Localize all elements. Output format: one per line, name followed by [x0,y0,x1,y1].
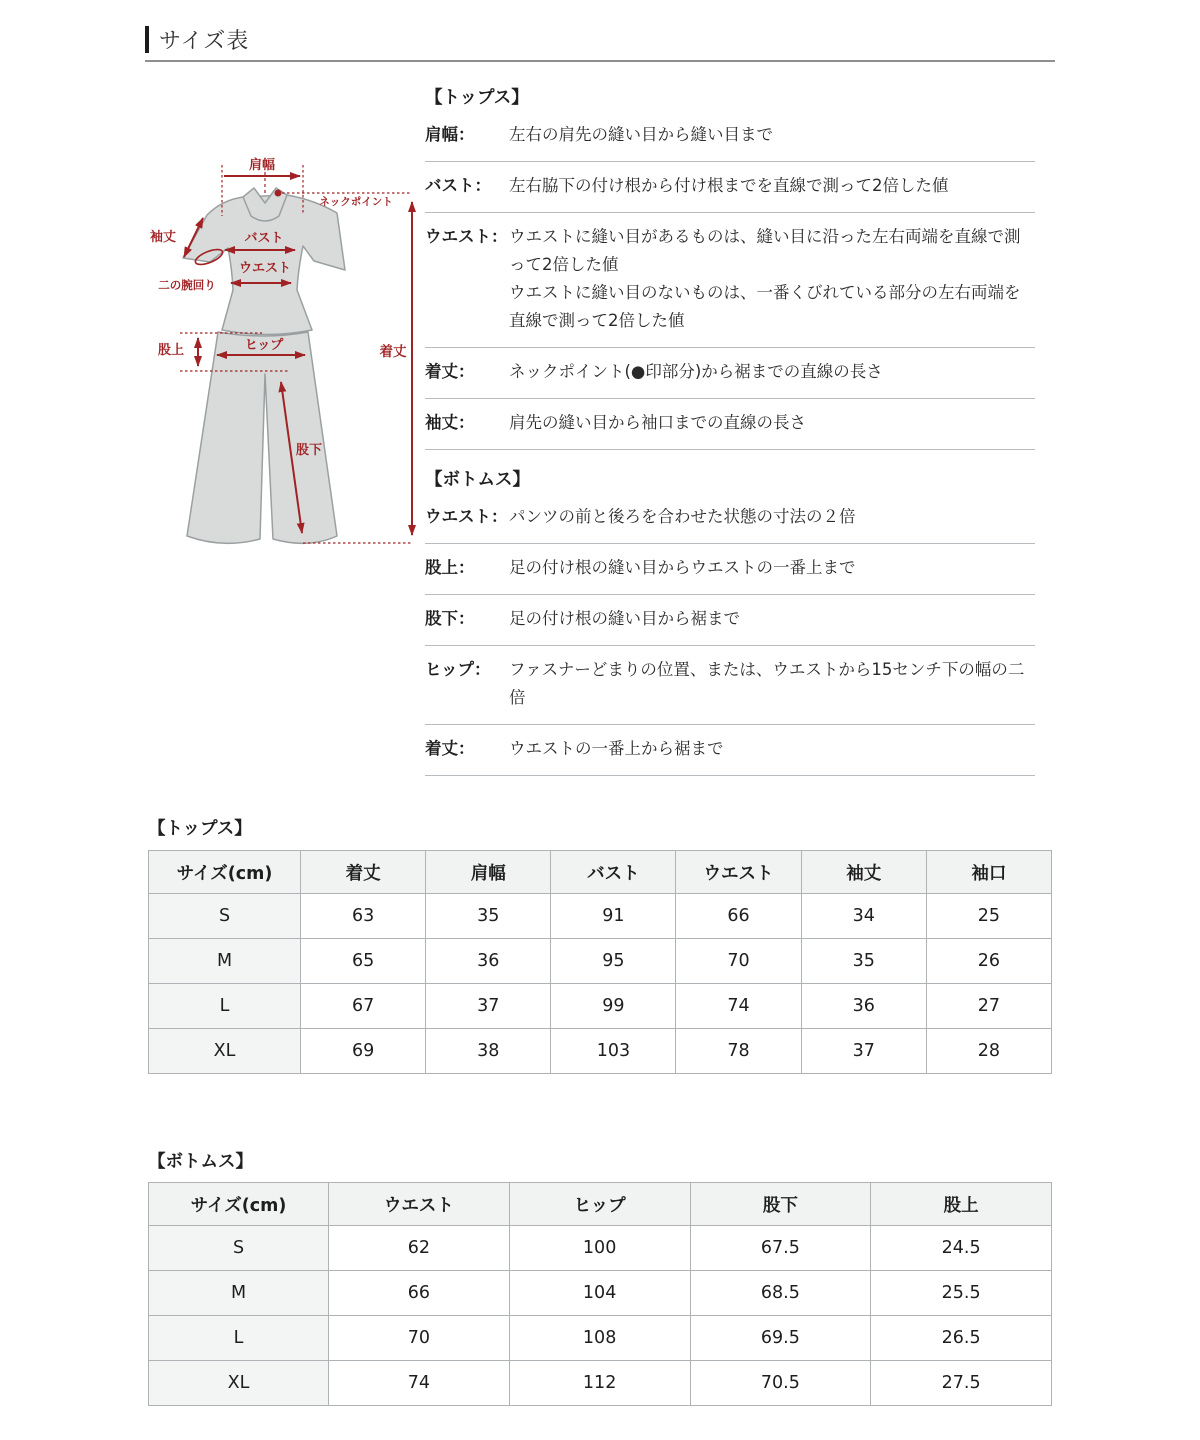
value-cell: 63 [301,894,426,939]
value-cell: 66 [329,1271,510,1316]
guide-row-b-length [425,725,1035,776]
measurement-diagram [140,140,440,610]
guide-row-b-waist [425,493,1035,544]
table-row [149,1271,1052,1316]
guide-label: 袖丈： [425,413,475,432]
value-cell: 74 [329,1361,510,1406]
value-cell: 36 [426,939,551,984]
table-row [149,939,1052,984]
value-cell: 74 [676,984,801,1029]
page-title [145,24,249,55]
pants-shape [187,332,337,543]
table-row [149,894,1052,939]
value-cell: 25 [926,894,1051,939]
value-cell: 25.5 [871,1271,1052,1316]
column-header: サイズ(cm) [149,851,301,894]
table-row [149,984,1052,1029]
column-header: バスト [551,851,676,894]
title-divider [145,60,1055,62]
label-waist: ウエスト [238,261,292,276]
value-cell: 65 [301,939,426,984]
guide-label: ウエスト： [425,507,508,526]
guide-label: ウエスト： [425,227,508,246]
column-header: 肩幅 [426,851,551,894]
label-neck-point: ネックポイント [319,196,393,208]
size-cell: L [149,1316,329,1361]
column-header: サイズ(cm) [149,1183,329,1226]
guide-tops-heading: 【トップス】 [425,88,529,108]
value-cell: 35 [426,894,551,939]
value-cell: 24.5 [871,1226,1052,1271]
value-cell: 37 [801,1029,926,1074]
label-shoulder-width: 肩幅 [248,158,276,173]
value-cell: 67.5 [690,1226,871,1271]
tops-size-table [148,850,1052,1074]
label-hip: ヒップ [244,338,284,353]
table-row [149,1316,1052,1361]
value-cell: 95 [551,939,676,984]
value-cell: 38 [426,1029,551,1074]
guide-bottoms-heading: 【ボトムス】 [425,470,530,490]
guide-row-b-rise [425,544,1035,595]
guide-row-waist [425,213,1035,348]
guide-row-shoulder [425,111,1035,162]
value-cell: 28 [926,1029,1051,1074]
column-header: 着丈 [301,851,426,894]
label-inseam: 股下 [295,443,323,458]
column-header: ウエスト [676,851,801,894]
guide-desc: パンツの前と後ろを合わせた状態の寸法の２倍 [509,507,856,526]
value-cell: 26.5 [871,1316,1052,1361]
table-row [149,1029,1052,1074]
table-row [149,1226,1052,1271]
size-cell: XL [149,1361,329,1406]
label-body-length: 着丈 [379,344,407,360]
size-cell: L [149,984,301,1029]
guide-label: バスト： [425,176,491,195]
value-cell: 26 [926,939,1051,984]
size-cell: M [149,939,301,984]
column-header: ウエスト [329,1183,510,1226]
column-header: 股下 [690,1183,871,1226]
guide-row-bust [425,162,1035,213]
guide-desc: 足の付け根の縫い目から裾まで [509,609,740,628]
value-cell: 91 [551,894,676,939]
column-header: 袖口 [926,851,1051,894]
tops-header-row [149,851,1052,894]
value-cell: 104 [509,1271,690,1316]
guide-label: 股下： [425,609,475,628]
guide-desc: ウエストに縫い目があるものは、縫い目に沿った左右両端を直線で測って2倍した値 [509,227,1021,274]
bottoms-table-heading: 【ボトムス】 [148,1152,253,1172]
guide-label: 肩幅： [425,125,475,144]
guide-desc: 左右脇下の付け根から付け根までを直線で測って2倍した値 [509,176,949,195]
guide-desc: 足の付け根の縫い目からウエストの一番上まで [509,558,856,577]
value-cell: 103 [551,1029,676,1074]
guide-label: 着丈： [425,362,475,381]
value-cell: 112 [509,1361,690,1406]
guide-desc: ファスナーどまりの位置、または、ウエストから15センチ下の幅の二倍 [509,660,1025,707]
value-cell: 100 [509,1226,690,1271]
size-cell: S [149,1226,329,1271]
bottoms-header-row [149,1183,1052,1226]
value-cell: 62 [329,1226,510,1271]
column-header: ヒップ [509,1183,690,1226]
value-cell: 69.5 [690,1316,871,1361]
label-upper-arm: 二の腕回り [158,278,216,292]
table-row [149,1361,1052,1406]
guide-row-sleeve-length [425,399,1035,450]
value-cell: 66 [676,894,801,939]
value-cell: 70.5 [690,1361,871,1406]
value-cell: 78 [676,1029,801,1074]
guide-desc: ネックポイント(●印部分)から裾までの直線の長さ [509,362,883,381]
column-header: 袖丈 [801,851,926,894]
bottoms-size-table [148,1182,1052,1406]
guide-desc: ウエストの一番上から裾まで [509,739,724,758]
measurement-guide [425,84,1035,776]
value-cell: 68.5 [690,1271,871,1316]
value-cell: 70 [329,1316,510,1361]
size-cell: XL [149,1029,301,1074]
size-cell: S [149,894,301,939]
value-cell: 36 [801,984,926,1029]
guide-row-body-length [425,348,1035,399]
guide-desc: 肩先の縫い目から袖口までの直線の長さ [509,413,806,432]
guide-row-b-hip [425,646,1035,725]
size-cell: M [149,1271,329,1316]
value-cell: 27 [926,984,1051,1029]
value-cell: 67 [301,984,426,1029]
title-accent-bar [145,26,149,53]
value-cell: 37 [426,984,551,1029]
page-title-text: サイズ表 [159,29,250,54]
guide-label: ヒップ： [425,660,491,679]
guide-row-b-inseam [425,595,1035,646]
guide-desc: 左右の肩先の縫い目から縫い目まで [509,125,773,144]
tops-table-heading: 【トップス】 [148,819,252,839]
guide-label: 股上： [425,558,475,577]
column-header: 股上 [871,1183,1052,1226]
value-cell: 70 [676,939,801,984]
guide-label: 着丈： [425,739,475,758]
guide-desc: ウエストに縫い目のないものは、一番くびれている部分の左右両端を直線で測って2倍した値 [509,283,1021,330]
value-cell: 27.5 [871,1361,1052,1406]
label-rise: 股上 [157,343,185,358]
value-cell: 99 [551,984,676,1029]
value-cell: 34 [801,894,926,939]
label-sleeve-length: 袖丈 [149,230,177,245]
value-cell: 108 [509,1316,690,1361]
neck-point-dot [275,190,282,197]
value-cell: 35 [801,939,926,984]
label-bust: バスト [244,231,284,246]
value-cell: 69 [301,1029,426,1074]
